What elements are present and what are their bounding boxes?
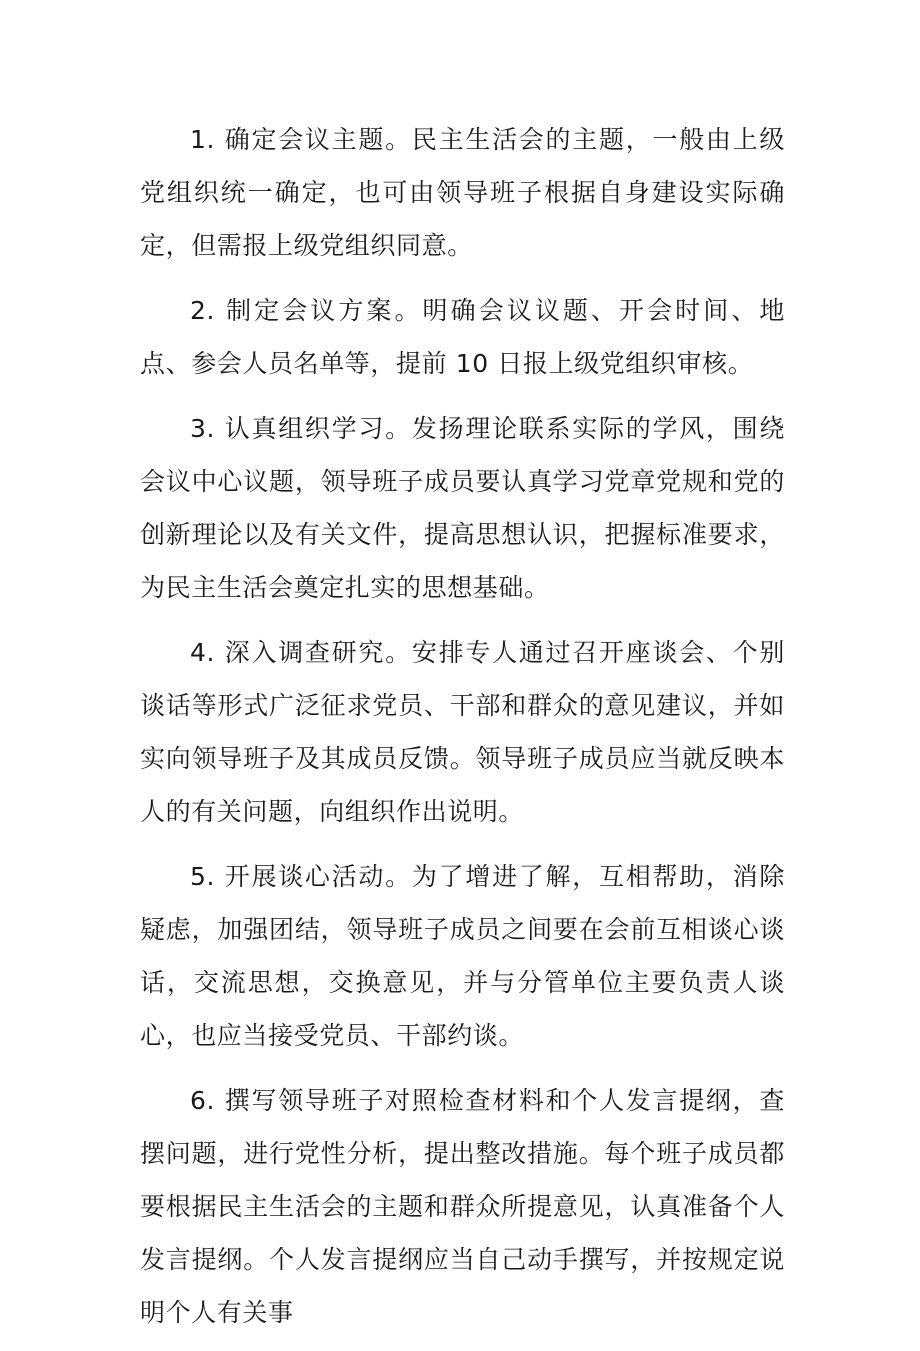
paragraph-3: 3. 认真组织学习。发扬理论联系实际的学风，围绕会议中心议题，领导班子成员要认真学习党章党规和党的创新理论以及有关文件，提高思想认识，把握标准要求，为民主生活会奠定扎实的思想基础。 [140,414,785,602]
paragraph-1: 1. 确定会议主题。民主生活会的主题，一般由上级党组织统一确定，也可由领导班子根据自身建设实际确定，但需报上级党组织同意。 [140,125,785,260]
paragraph-6: 6. 撰写领导班子对照检查材料和个人发言提纲，查摆问题，进行党性分析，提出整改措施。每个班子成员都要根据民主生活会的主题和群众所提意见，认真准备个人发言提纲。个人发言提纲应当自己动手撰写，并按规定说明个人有关事 [140,1086,785,1327]
paragraph-5: 5. 开展谈心活动。为了增进了解，互相帮助，消除疑虑，加强团结，领导班子成员之间要在会前互相谈心谈话，交流思想，交换意见，并与分管单位主要负责人谈心，也应当接受党员、干部约谈。 [140,862,785,1050]
paragraph-4: 4. 深入调查研究。安排专人通过召开座谈会、个别谈话等形式广泛征求党员、干部和群众的意见建议，并如实向领导班子及其成员反馈。领导班子成员应当就反映本人的有关问题，向组织作出说明。 [140,638,785,826]
paragraph-2: 2. 制定会议方案。明确会议议题、开会时间、地点、参会人员名单等，提前 10 日报上级党组织审核。 [140,296,785,378]
document-body [140,113,785,1351]
